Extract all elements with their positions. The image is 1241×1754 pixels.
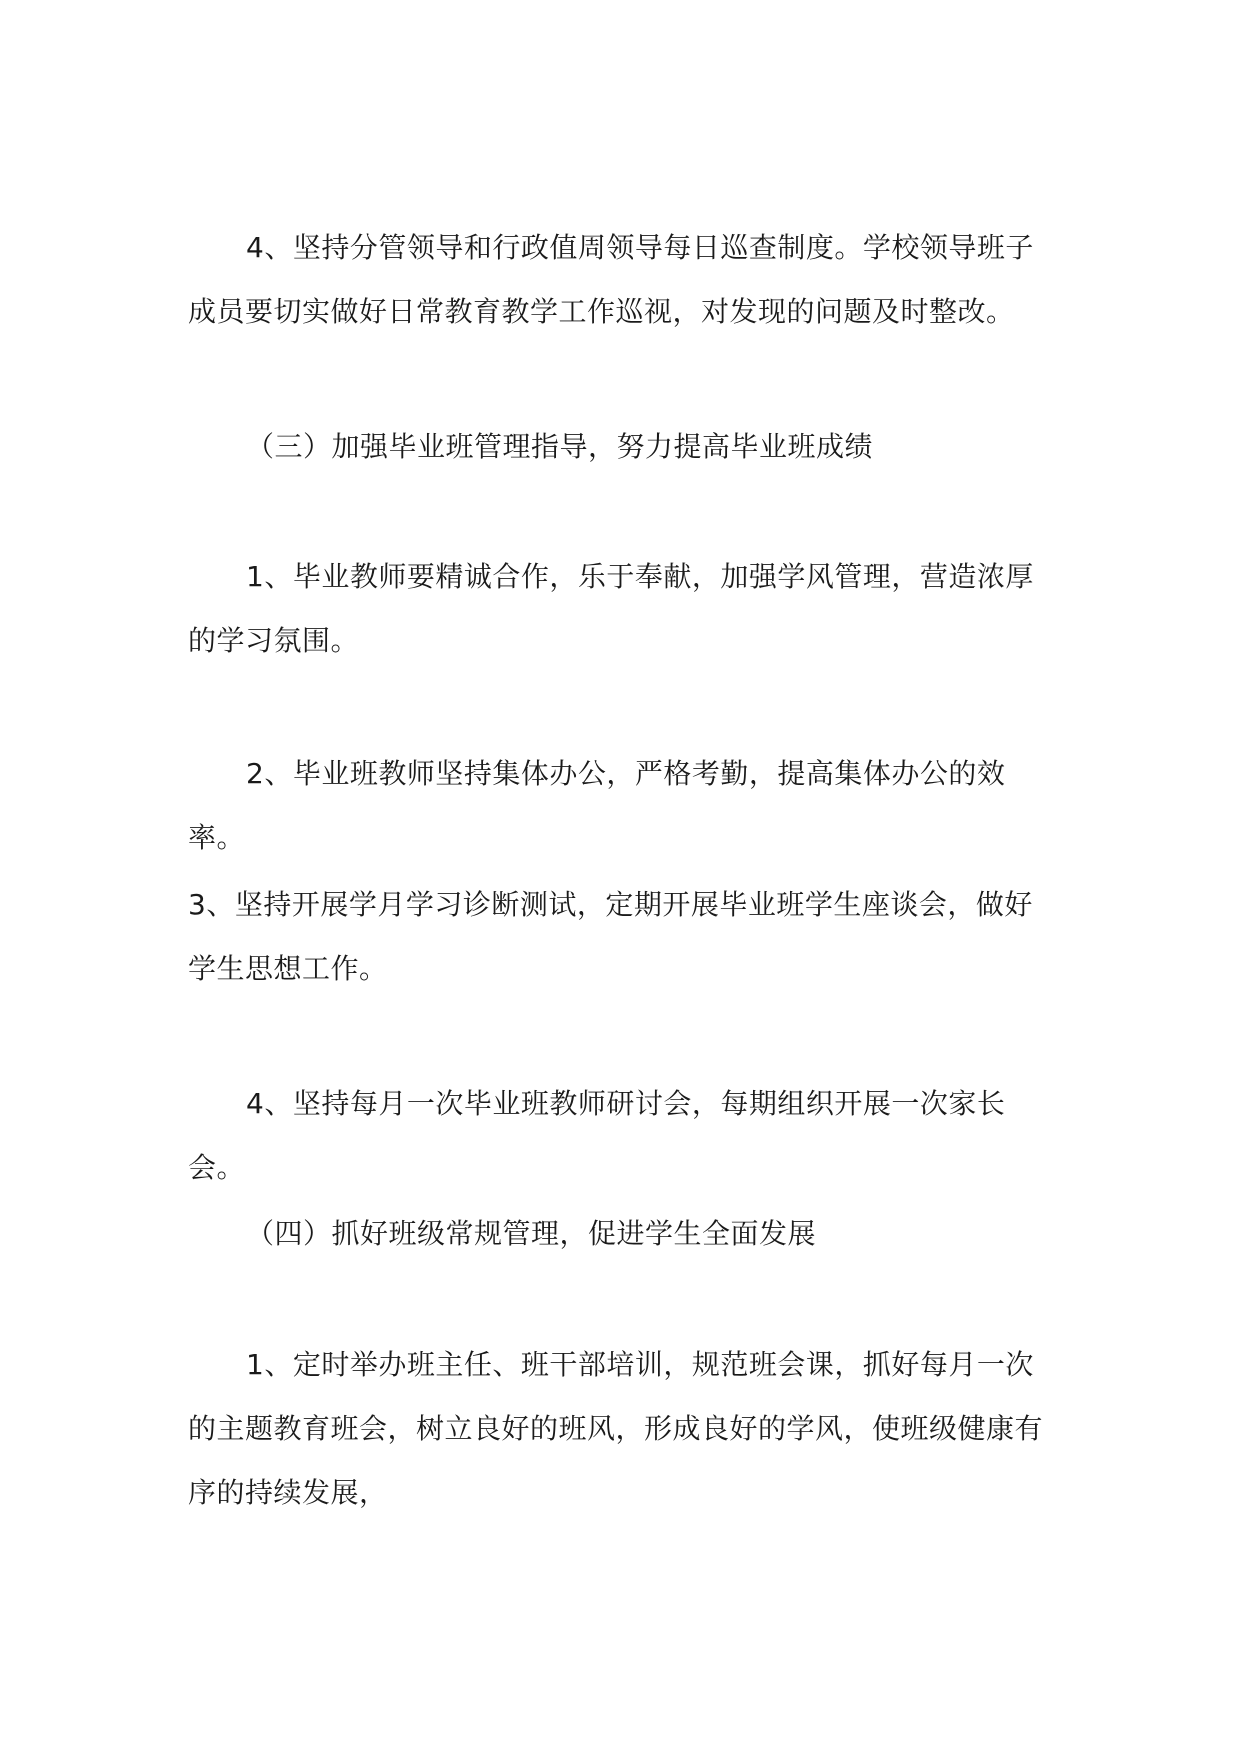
paragraph-item-1-cooperation: 1、毕业教师要精诚合作，乐于奉献，加强学风管理，营造浓厚的学习氛围。 <box>188 560 1034 657</box>
paragraph-item-3-testing: 3、坚持开展学月学习诊断测试，定期开展毕业班学生座谈会，做好学生思想工作。 <box>188 888 1033 985</box>
section-heading-4: （四）抓好班级常规管理，促进学生全面发展 <box>246 1217 817 1250</box>
paragraph-item-4-inspection: 4、坚持分管领导和行政值周领导每日巡查制度。学校领导班子成员要切实做好日常教育教学工作巡视，对发现的问题及时整改。 <box>188 231 1034 328</box>
paragraph-item-4-seminar: 4、坚持每月一次毕业班教师研讨会，每期组织开展一次家长会。 <box>188 1087 1006 1184</box>
paragraph-item-2-office: 2、毕业班教师坚持集体办公，严格考勤，提高集体办公的效率。 <box>188 757 1006 854</box>
section-heading-3: （三）加强毕业班管理指导，努力提高毕业班成绩 <box>246 430 874 463</box>
paragraph-item-1-training: 1、定时举办班主任、班干部培训，规范班会课，抓好每月一次的主题教育班会，树立良好的班风，形成良好的学风，使班级健康有序的持续发展， <box>188 1348 1044 1509</box>
